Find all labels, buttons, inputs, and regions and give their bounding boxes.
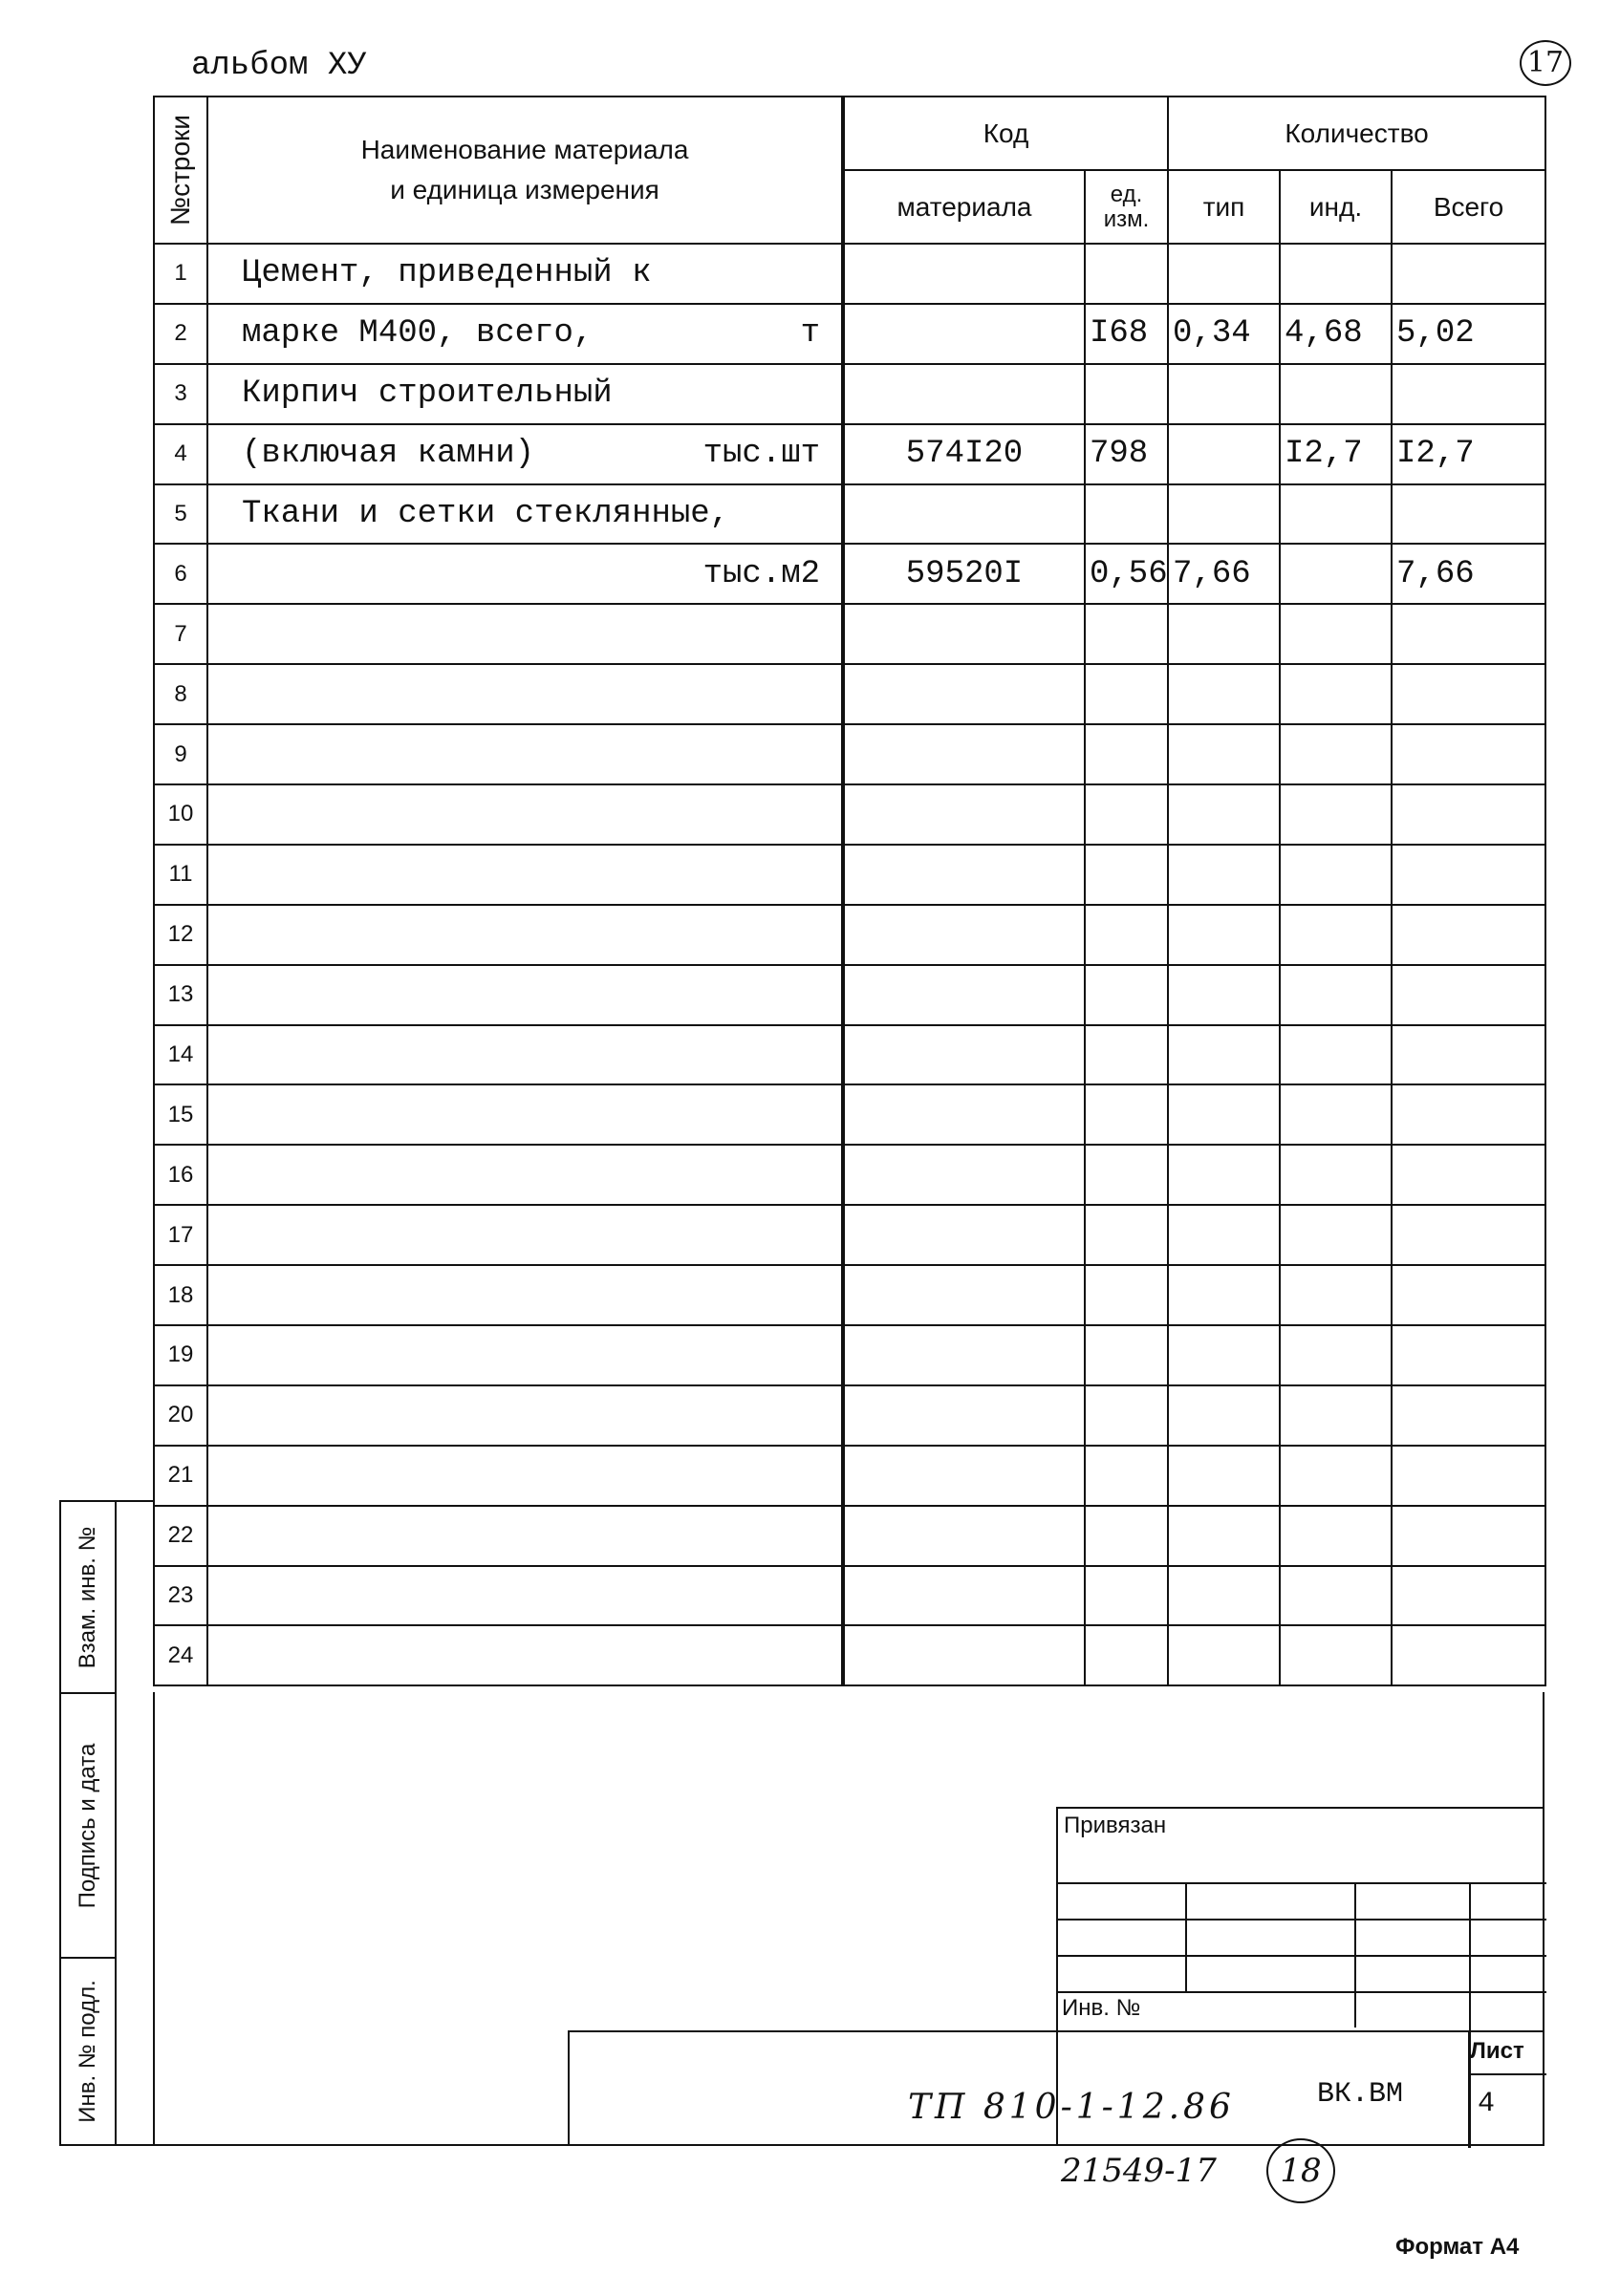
material-name: [208, 1157, 242, 1193]
qty-total: [1392, 1084, 1545, 1145]
header-qty-ind: инд.: [1280, 170, 1392, 244]
material-name: [208, 1097, 242, 1133]
unit-code: [1085, 784, 1168, 845]
unit-code: [1085, 905, 1168, 965]
qty-type: [1168, 965, 1280, 1025]
row-number: 2: [154, 304, 207, 364]
table-row: [154, 664, 1545, 724]
unit-code: [1085, 1145, 1168, 1205]
material-name: Кирпич строительный: [242, 376, 613, 413]
table-row: [154, 424, 1545, 484]
material-name: [208, 1397, 242, 1433]
format-label: Формат А4: [1395, 2234, 1520, 2260]
material-code: [843, 484, 1085, 545]
material-code: [843, 364, 1085, 424]
material-name-cell: [207, 664, 843, 724]
material-code: [843, 1265, 1085, 1325]
table-row: [154, 364, 1545, 424]
material-name-cell: [207, 304, 843, 364]
qty-type: [1168, 1145, 1280, 1205]
qty-type: [1168, 1325, 1280, 1385]
header-code-group: Код: [843, 97, 1168, 170]
qty-ind: [1280, 845, 1392, 905]
qty-total: [1392, 364, 1545, 424]
material-code: [843, 1205, 1085, 1265]
qty-total: [1392, 845, 1545, 905]
material-name-cell: [207, 1084, 843, 1145]
table-row: [154, 484, 1545, 545]
unit-code: [1085, 364, 1168, 424]
header-qty-total: Всего: [1392, 170, 1545, 244]
material-unit: т: [800, 315, 820, 353]
table-row: [154, 1385, 1545, 1446]
material-name: [208, 1577, 242, 1614]
qty-type: [1168, 1205, 1280, 1265]
material-name-cell: [207, 965, 843, 1025]
unit-code: [1085, 1506, 1168, 1566]
side-stamp-original-inventory: Инв. № подл.: [75, 1980, 100, 2123]
material-name: [208, 1217, 242, 1254]
material-name-cell: [207, 1145, 843, 1205]
material-code: [843, 664, 1085, 724]
material-name-cell: [207, 484, 843, 545]
row-number: 9: [154, 724, 207, 784]
row-number: 3: [154, 364, 207, 424]
unit-code: [1085, 604, 1168, 664]
row-number: 7: [154, 604, 207, 664]
table-row: [154, 1084, 1545, 1145]
material-name-cell: [207, 1205, 843, 1265]
material-name: [208, 796, 242, 832]
row-number: 4: [154, 424, 207, 484]
side-stamp-replacement: Взам. инв. №: [61, 1502, 115, 1694]
unit-code: [1085, 1385, 1168, 1446]
material-code: [843, 304, 1085, 364]
table-row: [154, 1145, 1545, 1205]
material-code: 59520I: [843, 544, 1085, 604]
material-name-cell: [207, 1265, 843, 1325]
material-code: [843, 1325, 1085, 1385]
material-name: [208, 1337, 242, 1373]
sheet-label: Лист: [1470, 2038, 1524, 2064]
material-name: [208, 616, 242, 653]
qty-type: [1168, 1385, 1280, 1446]
unit-code: 0,56: [1085, 544, 1168, 604]
material-name: Цемент, приведенный к: [242, 255, 652, 292]
material-name: [208, 916, 242, 953]
qty-total: [1392, 1025, 1545, 1085]
qty-ind: [1280, 1205, 1392, 1265]
row-number: 13: [154, 965, 207, 1025]
table-row: [154, 784, 1545, 845]
qty-type: [1168, 244, 1280, 304]
material-code: [843, 845, 1085, 905]
archive-number: 21549-17: [1061, 2152, 1217, 2190]
material-name-cell: [207, 724, 843, 784]
material-name-cell: [207, 784, 843, 845]
material-code: [843, 905, 1085, 965]
page-number-circle: 17: [1520, 40, 1571, 86]
unit-code: [1085, 484, 1168, 545]
qty-ind: [1280, 1625, 1392, 1685]
qty-total: [1392, 604, 1545, 664]
material-code: [843, 604, 1085, 664]
material-name: [208, 676, 242, 713]
qty-ind: [1280, 1325, 1392, 1385]
qty-type: [1168, 1506, 1280, 1566]
qty-total: I2,7: [1392, 424, 1545, 484]
header-code-material: материала: [843, 170, 1085, 244]
qty-total: [1392, 724, 1545, 784]
material-name-cell: [207, 1506, 843, 1566]
materials-table: [153, 96, 1546, 1686]
row-number: 19: [154, 1325, 207, 1385]
side-stamp: [59, 1500, 153, 2146]
row-number: 8: [154, 664, 207, 724]
unit-code: [1085, 1325, 1168, 1385]
row-number: 5: [154, 484, 207, 545]
document-code: ТП 810-1-12.86: [908, 2088, 1235, 2127]
qty-total: [1392, 484, 1545, 545]
unit-code: I68: [1085, 304, 1168, 364]
qty-type: [1168, 1566, 1280, 1626]
material-name: марке М400, всего,: [242, 315, 594, 353]
material-name-cell: [207, 1625, 843, 1685]
sheet-number: 4: [1478, 2088, 1496, 2120]
table-row: [154, 1265, 1545, 1325]
header-code-unit: ед. изм.: [1085, 170, 1168, 244]
row-number: 6: [154, 544, 207, 604]
material-name-cell: [207, 424, 843, 484]
qty-ind: [1280, 1566, 1392, 1626]
row-number: 21: [154, 1446, 207, 1506]
row-number: 10: [154, 784, 207, 845]
unit-code: [1085, 845, 1168, 905]
qty-ind: [1280, 1506, 1392, 1566]
qty-ind: [1280, 1145, 1392, 1205]
material-name-cell: [207, 1325, 843, 1385]
qty-ind: [1280, 965, 1392, 1025]
qty-total: [1392, 1265, 1545, 1325]
table-row: [154, 1025, 1545, 1085]
material-code: [843, 784, 1085, 845]
table-row: [154, 1325, 1545, 1385]
qty-type: [1168, 905, 1280, 965]
material-name: [208, 856, 242, 892]
qty-ind: [1280, 664, 1392, 724]
qty-total: [1392, 1205, 1545, 1265]
row-number: 23: [154, 1566, 207, 1626]
unit-code: [1085, 1025, 1168, 1085]
table-row: [154, 304, 1545, 364]
qty-total: [1392, 1385, 1545, 1446]
material-name: [208, 1277, 242, 1314]
qty-ind: [1280, 244, 1392, 304]
row-number: 1: [154, 244, 207, 304]
qty-type: [1168, 424, 1280, 484]
qty-total: [1392, 905, 1545, 965]
material-name-cell: [207, 1025, 843, 1085]
material-code: [843, 724, 1085, 784]
qty-ind: [1280, 905, 1392, 965]
qty-ind: [1280, 484, 1392, 545]
qty-type: [1168, 484, 1280, 545]
unit-code: [1085, 244, 1168, 304]
material-unit: тыс.м2: [702, 555, 820, 592]
unit-code: [1085, 664, 1168, 724]
unit-code: [1085, 965, 1168, 1025]
qty-total: [1392, 1325, 1545, 1385]
unit-code: [1085, 1205, 1168, 1265]
album-title: альбом ХУ: [191, 48, 367, 84]
qty-type: [1168, 1025, 1280, 1085]
material-code: [843, 1506, 1085, 1566]
material-name-cell: [207, 845, 843, 905]
row-number: 17: [154, 1205, 207, 1265]
document-suffix: ВК.ВМ: [1317, 2078, 1404, 2111]
material-code: [843, 1566, 1085, 1626]
material-name: Ткани и сетки стеклянные,: [242, 496, 730, 532]
table-row: [154, 965, 1545, 1025]
table-row: [154, 1506, 1545, 1566]
unit-code: [1085, 1446, 1168, 1506]
material-code: [843, 244, 1085, 304]
material-code: 574I20: [843, 424, 1085, 484]
row-number: 24: [154, 1625, 207, 1685]
material-code: [843, 1625, 1085, 1685]
qty-type: [1168, 364, 1280, 424]
table-row: [154, 724, 1545, 784]
qty-type: [1168, 784, 1280, 845]
qty-total: [1392, 1566, 1545, 1626]
qty-ind: [1280, 1265, 1392, 1325]
qty-total: [1392, 244, 1545, 304]
table-row: [154, 905, 1545, 965]
qty-total: [1392, 1625, 1545, 1685]
qty-ind: I2,7: [1280, 424, 1392, 484]
qty-type: [1168, 1625, 1280, 1685]
material-name: (включая камни): [242, 436, 535, 473]
row-number: 12: [154, 905, 207, 965]
qty-type: [1168, 1446, 1280, 1506]
material-name: [208, 1517, 242, 1554]
table-row: [154, 604, 1545, 664]
qty-ind: [1280, 364, 1392, 424]
bound-label: Привязан: [1064, 1813, 1167, 1838]
row-number: 11: [154, 845, 207, 905]
qty-ind: [1280, 604, 1392, 664]
material-code: [843, 1025, 1085, 1085]
material-name: [208, 1638, 242, 1674]
qty-type: [1168, 845, 1280, 905]
qty-ind: [1280, 1385, 1392, 1446]
qty-ind: [1280, 1025, 1392, 1085]
qty-total: [1392, 1446, 1545, 1506]
qty-ind: [1280, 1446, 1392, 1506]
material-name-cell: [207, 1385, 843, 1446]
qty-total: 7,66: [1392, 544, 1545, 604]
material-code: [843, 1385, 1085, 1446]
header-qty-type: тип: [1168, 170, 1280, 244]
qty-ind: [1280, 544, 1392, 604]
archive-circle-number: 18: [1266, 2138, 1335, 2203]
qty-total: [1392, 965, 1545, 1025]
side-stamp-divider: [115, 1502, 117, 2144]
material-name-cell: [207, 1446, 843, 1506]
table-row: [154, 1566, 1545, 1626]
unit-code: [1085, 1265, 1168, 1325]
qty-type: 7,66: [1168, 544, 1280, 604]
qty-total: [1392, 664, 1545, 724]
material-name-cell: [207, 364, 843, 424]
material-name-cell: [207, 604, 843, 664]
qty-type: [1168, 604, 1280, 664]
qty-total: [1392, 1145, 1545, 1205]
qty-type: [1168, 724, 1280, 784]
unit-code: [1085, 724, 1168, 784]
qty-type: [1168, 664, 1280, 724]
qty-total: [1392, 1506, 1545, 1566]
material-name-cell: [207, 544, 843, 604]
material-name: [208, 737, 242, 773]
material-code: [843, 1084, 1085, 1145]
unit-code: [1085, 1084, 1168, 1145]
unit-code: [1085, 1625, 1168, 1685]
material-name-cell: [207, 244, 843, 304]
table-row: [154, 1205, 1545, 1265]
header-material-name: Наименование материала и единица измерения: [207, 97, 843, 244]
table-row: [154, 845, 1545, 905]
qty-ind: [1280, 724, 1392, 784]
qty-type: [1168, 1265, 1280, 1325]
material-name-cell: [207, 905, 843, 965]
row-number: 16: [154, 1145, 207, 1205]
materials-table-body: [154, 244, 1545, 1685]
material-name: [208, 976, 242, 1013]
row-number: 20: [154, 1385, 207, 1446]
row-number: 22: [154, 1506, 207, 1566]
material-unit: тыс.шт: [702, 436, 820, 473]
table-row: [154, 244, 1545, 304]
row-number: 14: [154, 1025, 207, 1085]
qty-total: [1392, 784, 1545, 845]
material-name: [208, 556, 242, 592]
row-number: 18: [154, 1265, 207, 1325]
table-row: [154, 544, 1545, 604]
qty-ind: [1280, 1084, 1392, 1145]
qty-type: 0,34: [1168, 304, 1280, 364]
table-row: [154, 1625, 1545, 1685]
material-name-cell: [207, 1566, 843, 1626]
header-quantity-group: Количество: [1168, 97, 1545, 170]
material-name: [208, 1037, 242, 1073]
material-code: [843, 1446, 1085, 1506]
inventory-label: Инв. №: [1062, 1995, 1141, 2021]
header-row-number: №строки: [154, 97, 207, 244]
unit-code: [1085, 1566, 1168, 1626]
material-code: [843, 1145, 1085, 1205]
table-row: [154, 1446, 1545, 1506]
material-name: [208, 1457, 242, 1493]
qty-ind: 4,68: [1280, 304, 1392, 364]
side-stamp-signature: Подпись и дата: [61, 1694, 115, 1959]
qty-type: [1168, 1084, 1280, 1145]
row-number: 15: [154, 1084, 207, 1145]
unit-code: 798: [1085, 424, 1168, 484]
qty-total: 5,02: [1392, 304, 1545, 364]
qty-ind: [1280, 784, 1392, 845]
material-code: [843, 965, 1085, 1025]
